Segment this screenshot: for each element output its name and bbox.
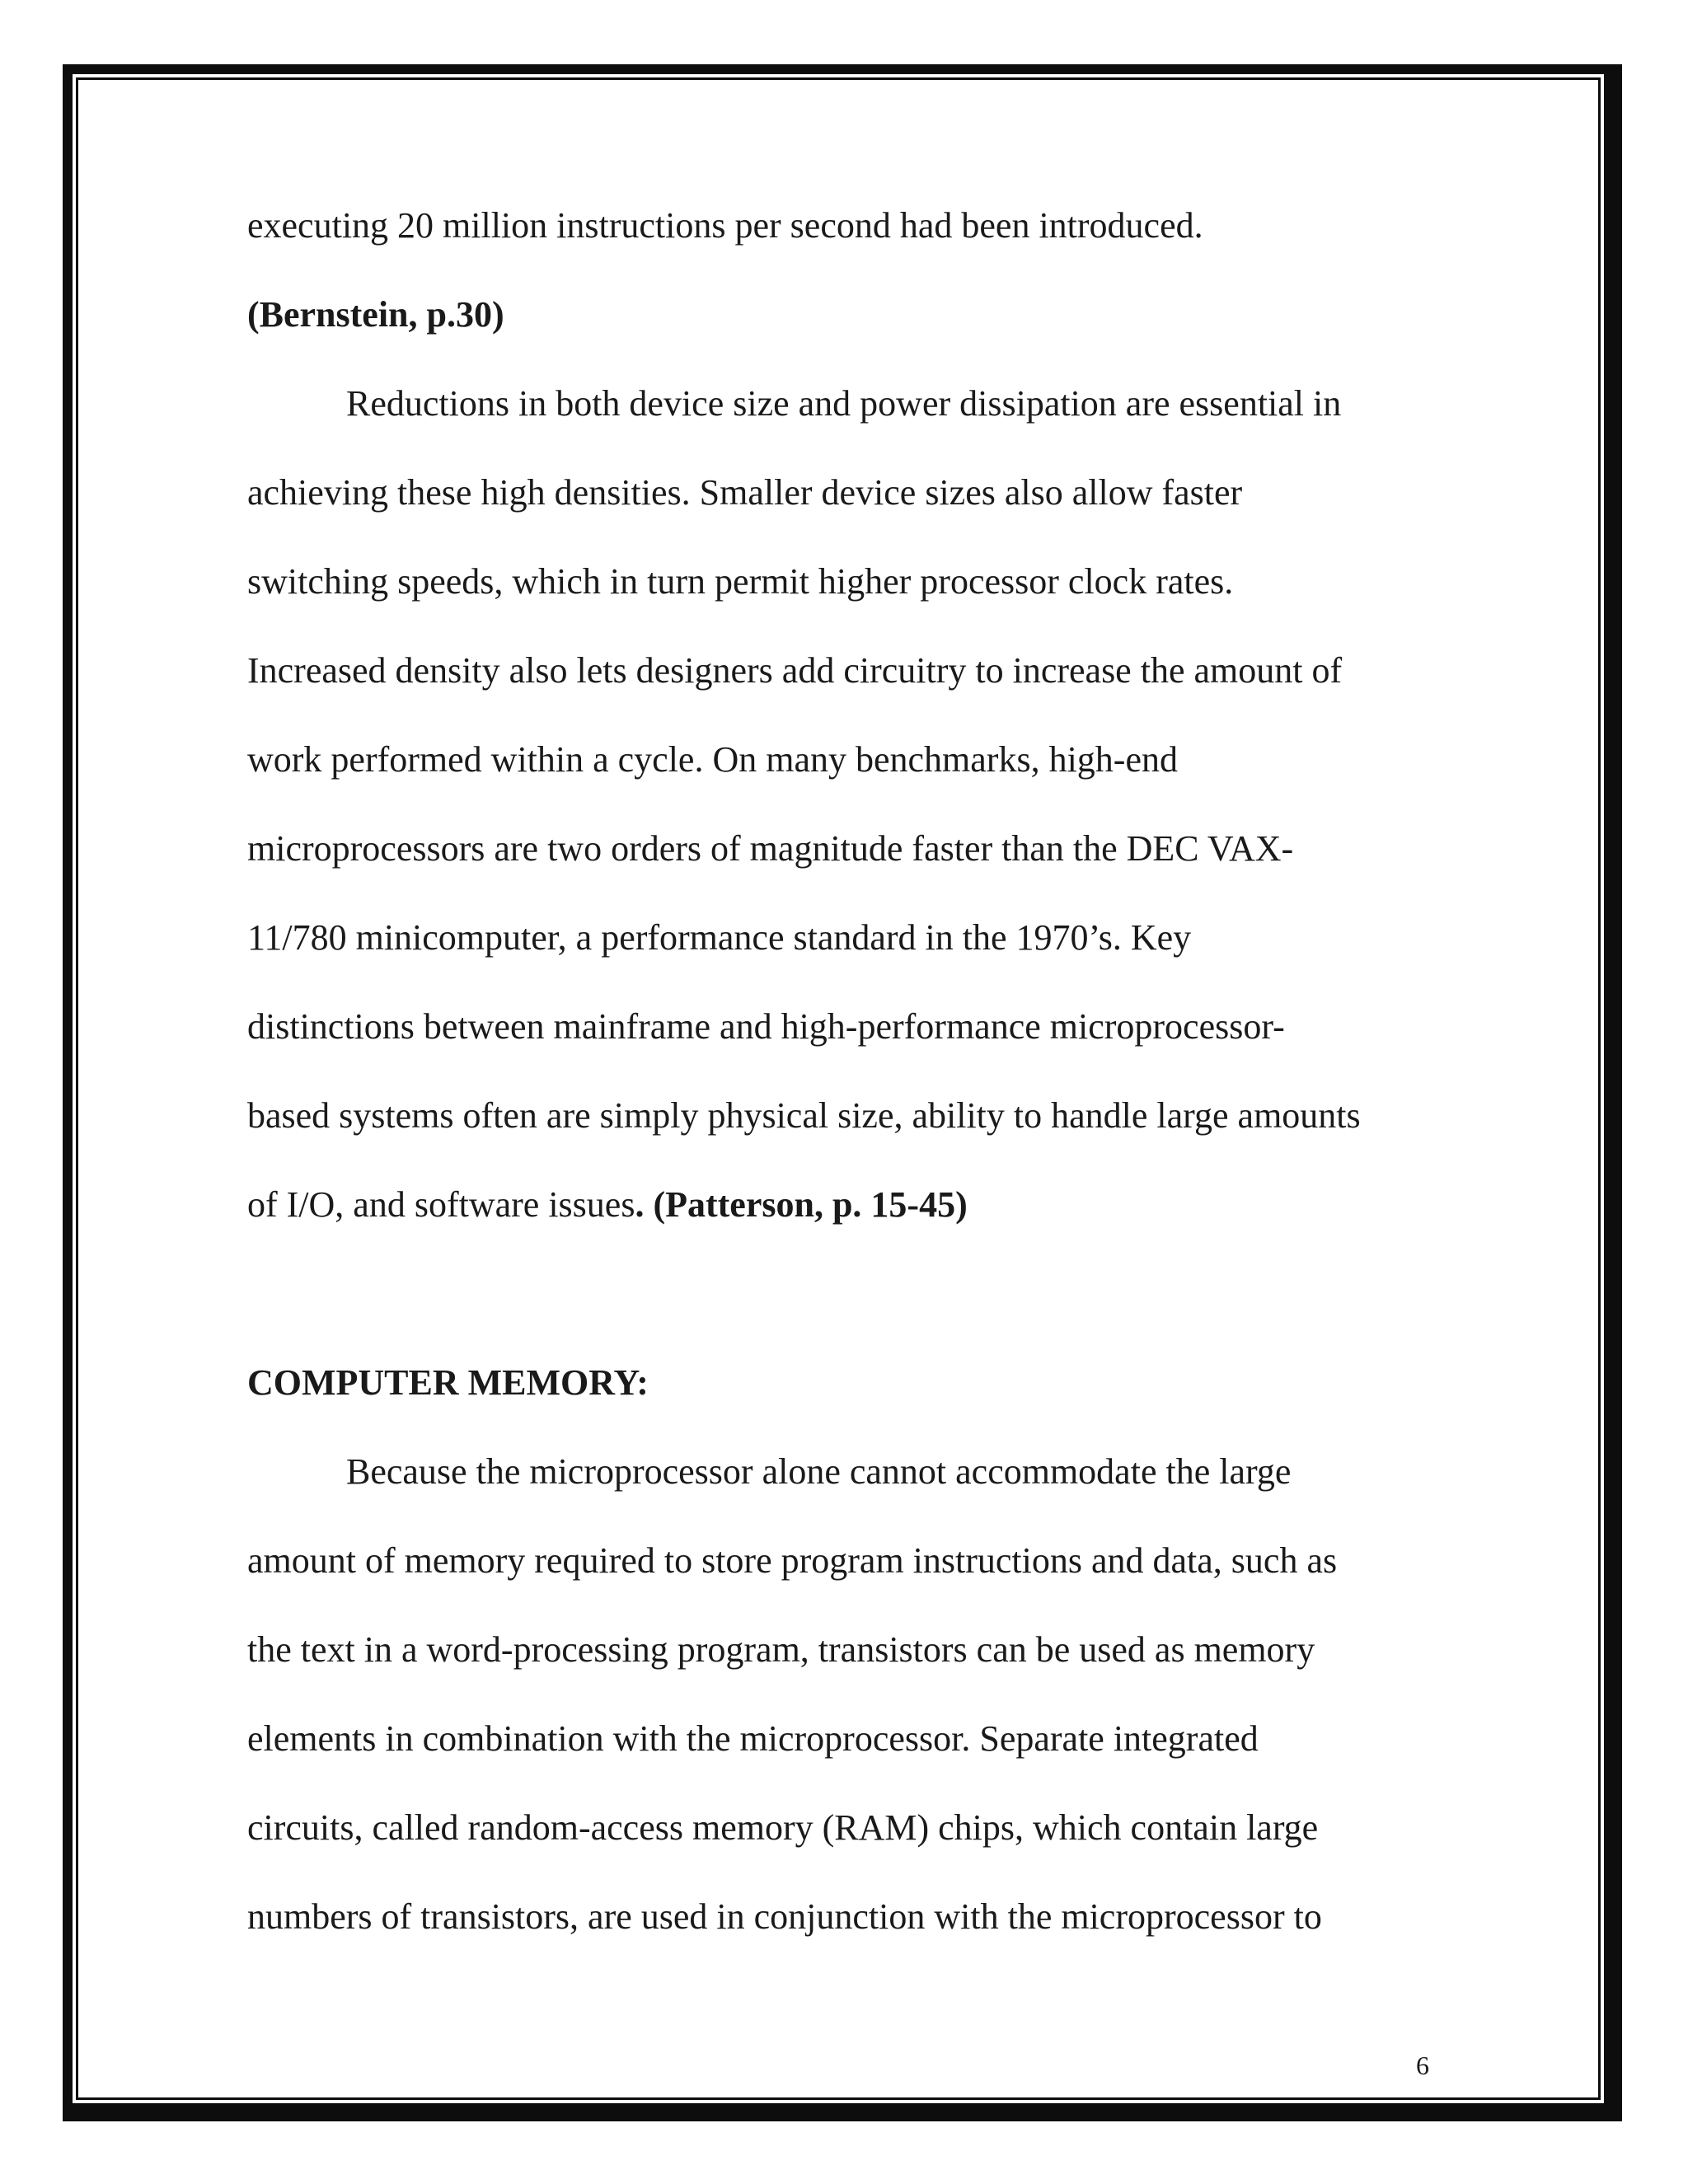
paragraph-text: of I/O, and software issues bbox=[247, 1184, 635, 1225]
paragraph-line: elements in combination with the microprocessor. Separate integrated bbox=[247, 1718, 1259, 1759]
citation-bernstein: (Bernstein, p.30) bbox=[247, 294, 504, 335]
paragraph-line: switching speeds, which in turn permit higher processor clock rates. bbox=[247, 561, 1234, 602]
paragraph-line: based systems often are simply physical size, ability to handle large amounts bbox=[247, 1095, 1361, 1136]
paragraph-line: work performed within a cycle. On many benchmarks, high-end bbox=[247, 739, 1178, 780]
paragraph-line: microprocessors are two orders of magnitude faster than the DEC VAX- bbox=[247, 828, 1294, 869]
paragraph-line: Because the microprocessor alone cannot accommodate the large bbox=[346, 1451, 1292, 1492]
document-body bbox=[247, 181, 1442, 1961]
paragraph-line: distinctions between mainframe and high-performance microprocessor- bbox=[247, 1006, 1285, 1047]
paragraph-line: 11/780 minicomputer, a performance standard in the 1970’s. Key bbox=[247, 917, 1192, 958]
paragraph-line: circuits, called random-access memory (RAM) chips, which contain large bbox=[247, 1807, 1319, 1848]
paragraph-line: Increased density also lets designers add circuitry to increase the amount of bbox=[247, 650, 1343, 691]
section-spacer bbox=[247, 1249, 1442, 1338]
paragraph-line: Reductions in both device size and power dissipation are essential in bbox=[346, 383, 1342, 424]
section-heading: COMPUTER MEMORY: bbox=[247, 1362, 649, 1403]
paragraph-line: numbers of transistors, are used in conjunction with the microprocessor to bbox=[247, 1896, 1322, 1937]
paragraph-line: executing 20 million instructions per second had been introduced. bbox=[247, 205, 1203, 246]
paragraph-last-line bbox=[247, 1160, 1442, 1249]
paragraph-line: amount of memory required to store program instructions and data, such as bbox=[247, 1540, 1338, 1581]
paragraph-line: achieving these high densities. Smaller device sizes also allow faster bbox=[247, 472, 1243, 513]
paragraph-line: the text in a word-processing program, transistors can be used as memory bbox=[247, 1629, 1315, 1670]
citation-patterson: . (Patterson, p. 15-45) bbox=[635, 1184, 968, 1225]
page-number: 6 bbox=[1416, 2050, 1429, 2080]
